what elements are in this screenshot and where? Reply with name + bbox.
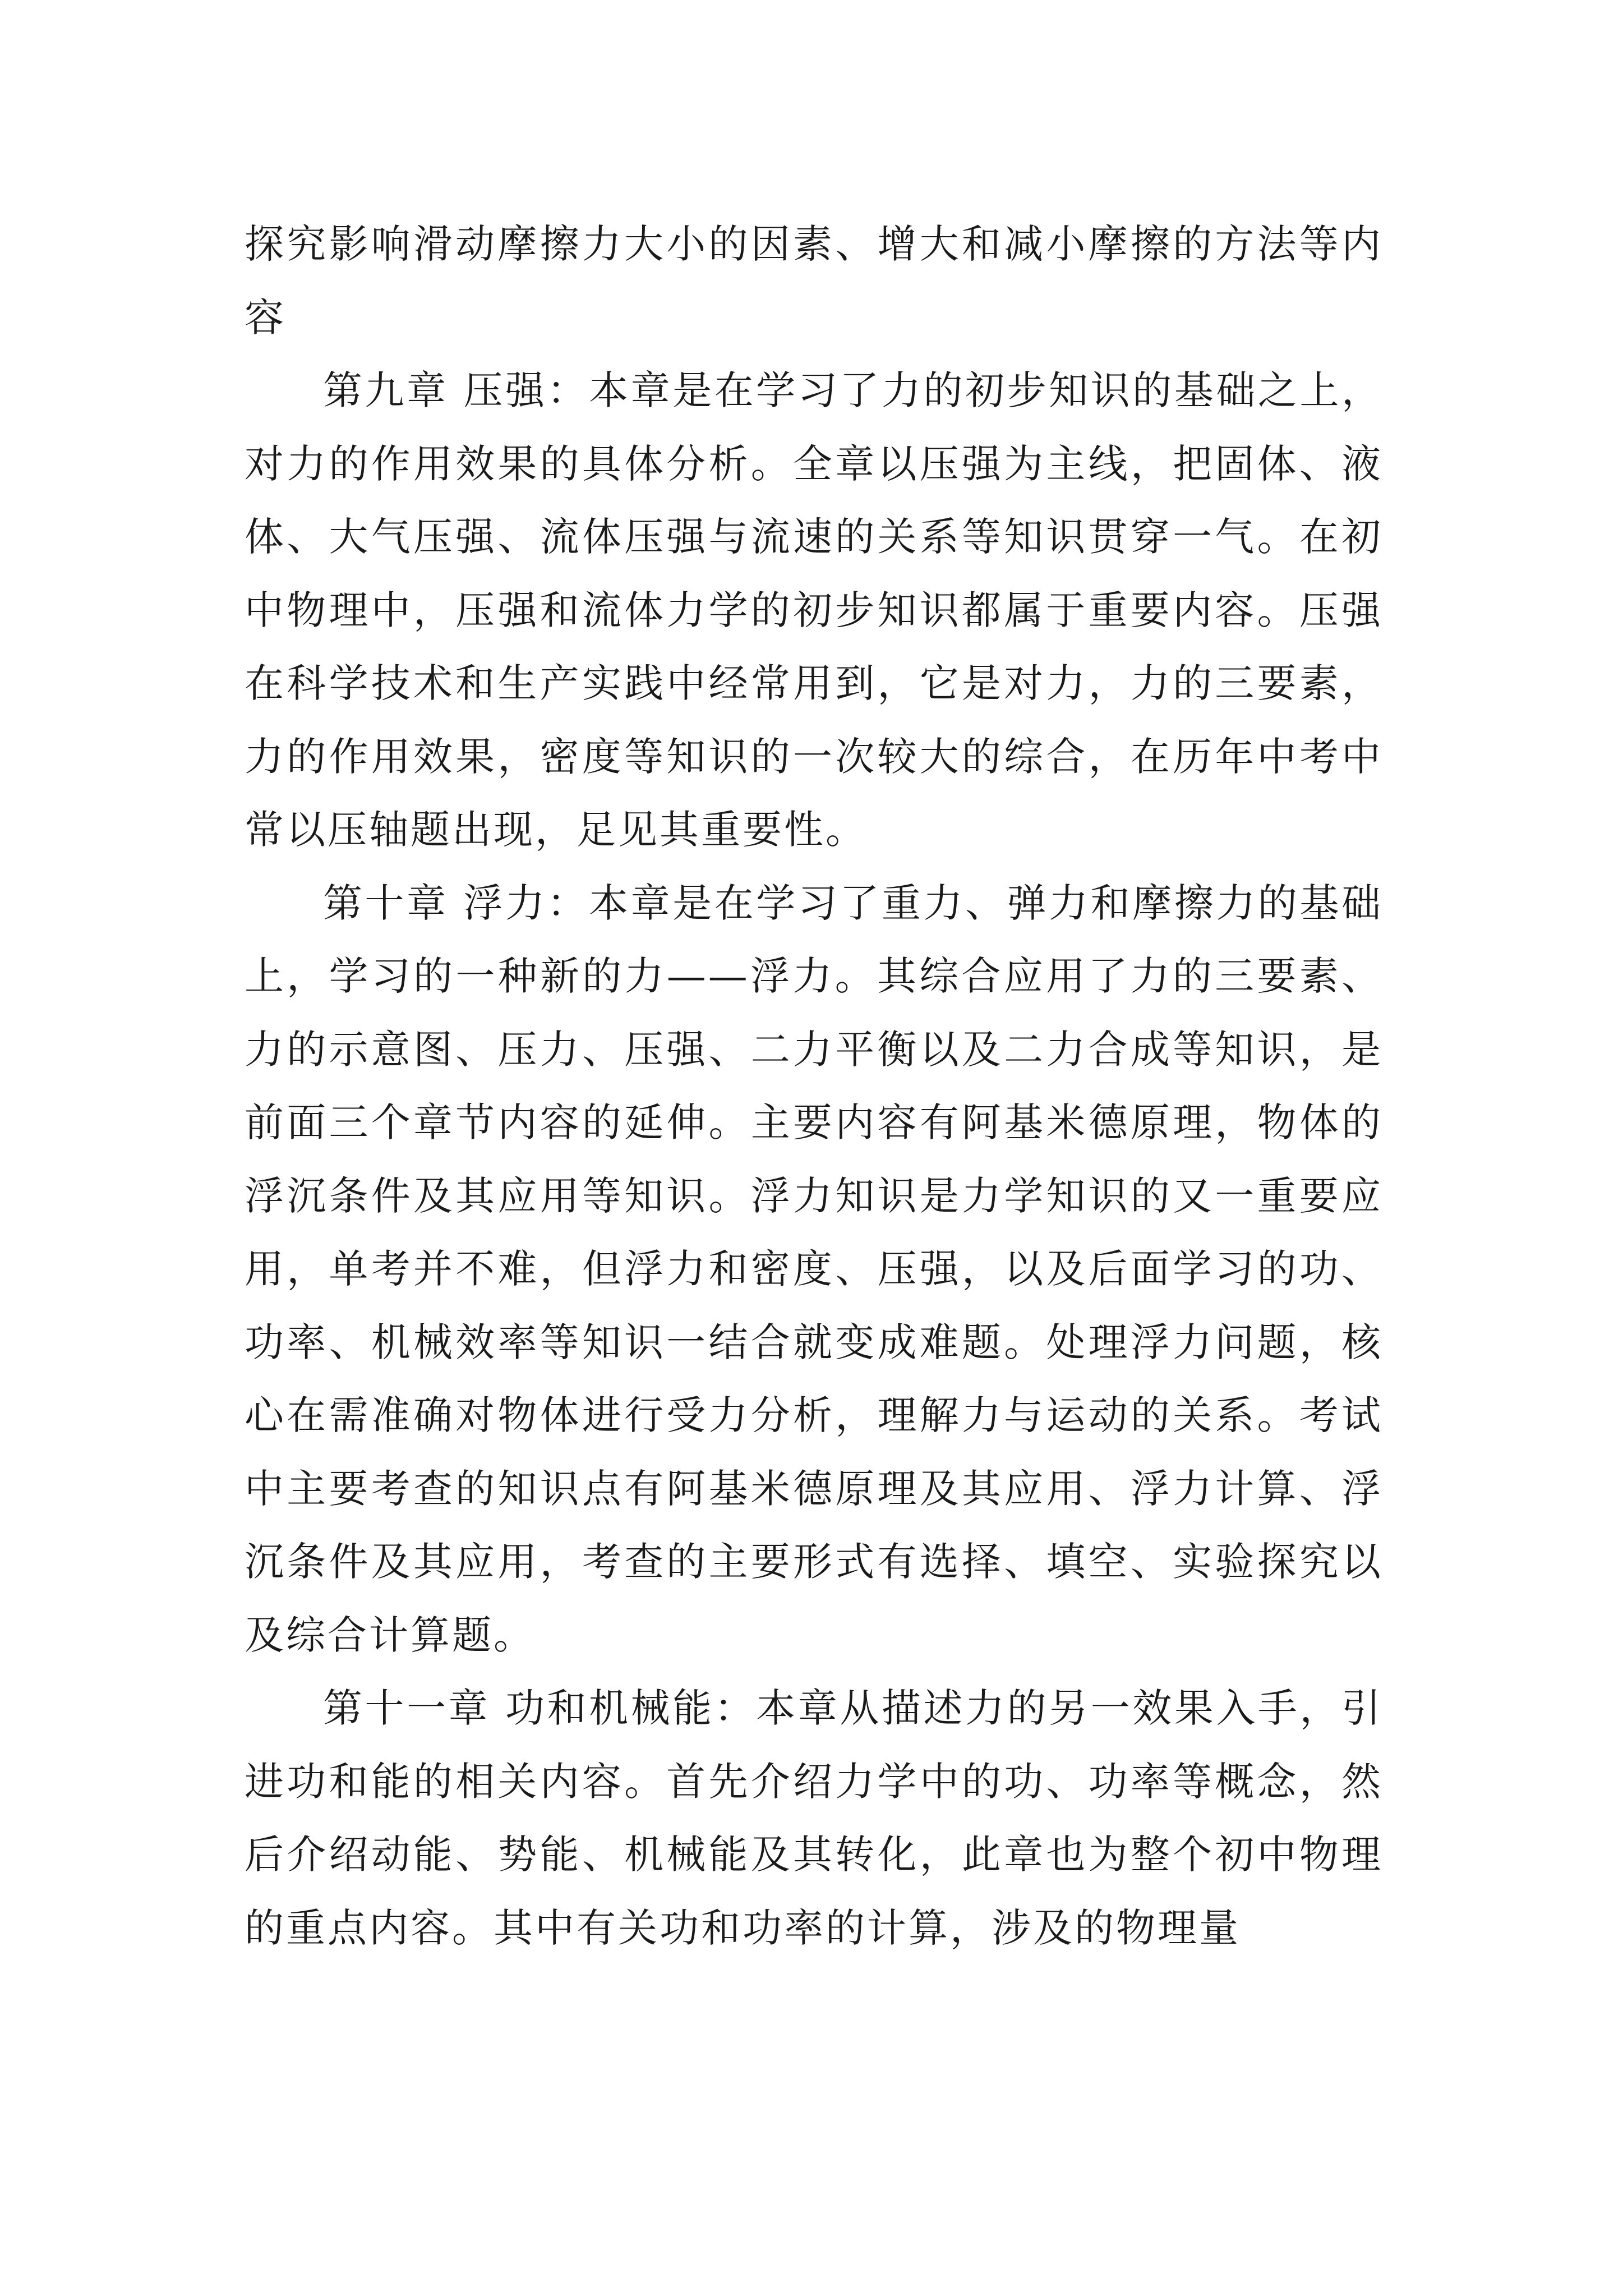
paragraph-friction-continued: 探究影响滑动摩擦力大小的因素、增大和减小摩擦的方法等内容 [245,221,1383,341]
body-text [245,208,1383,1964]
paragraph-chapter-11-work-energy: 第十一章 功和机械能：本章从描述力的另一效果入手，引进功和能的相关内容。首先介绍力学中的功、功率等概念，然后介绍动能、势能、机械能及其转化，此章也为整个初中物理的重点内容。其中有关功和功率的计算，涉及的物理量 [245,1685,1383,1951]
paragraph-chapter-9-pressure: 第九章 压强：本章是在学习了力的初步知识的基础之上，对力的作用效果的具体分析。全章以压强为主线，把固体、液体、大气压强、流体压强与流速的关系等知识贯穿一气。在初中物理中，压强和流体力学的初步知识都属于重要内容。压强在科学技术和生产实践中经常用到，它是对力，力的三要素，力的作用效果，密度等知识的一次较大的综合，在历年中考中常以压轴题出现，足见其重要性。 [245,367,1383,853]
paragraph-chapter-10-buoyancy: 第十章 浮力：本章是在学习了重力、弹力和摩擦力的基础上，学习的一种新的力——浮力。其综合应用了力的三要素、力的示意图、压力、压强、二力平衡以及二力合成等知识，是前面三个章节内容的延伸。主要内容有阿基米德原理，物体的浮沉条件及其应用等知识。浮力知识是力学知识的又一重要应用，单考并不难，但浮力和密度、压强，以及后面学习的功、功率、机械效率等知识一结合就变成难题。处理浮力问题，核心在需准确对物体进行受力分析，理解力与运动的关系。考试中主要考查的知识点有阿基米德原理及其应用、浮力计算、浮沉条件及其应用，考查的主要形式有选择、填空、实验探究以及综合计算题。 [245,880,1383,1658]
